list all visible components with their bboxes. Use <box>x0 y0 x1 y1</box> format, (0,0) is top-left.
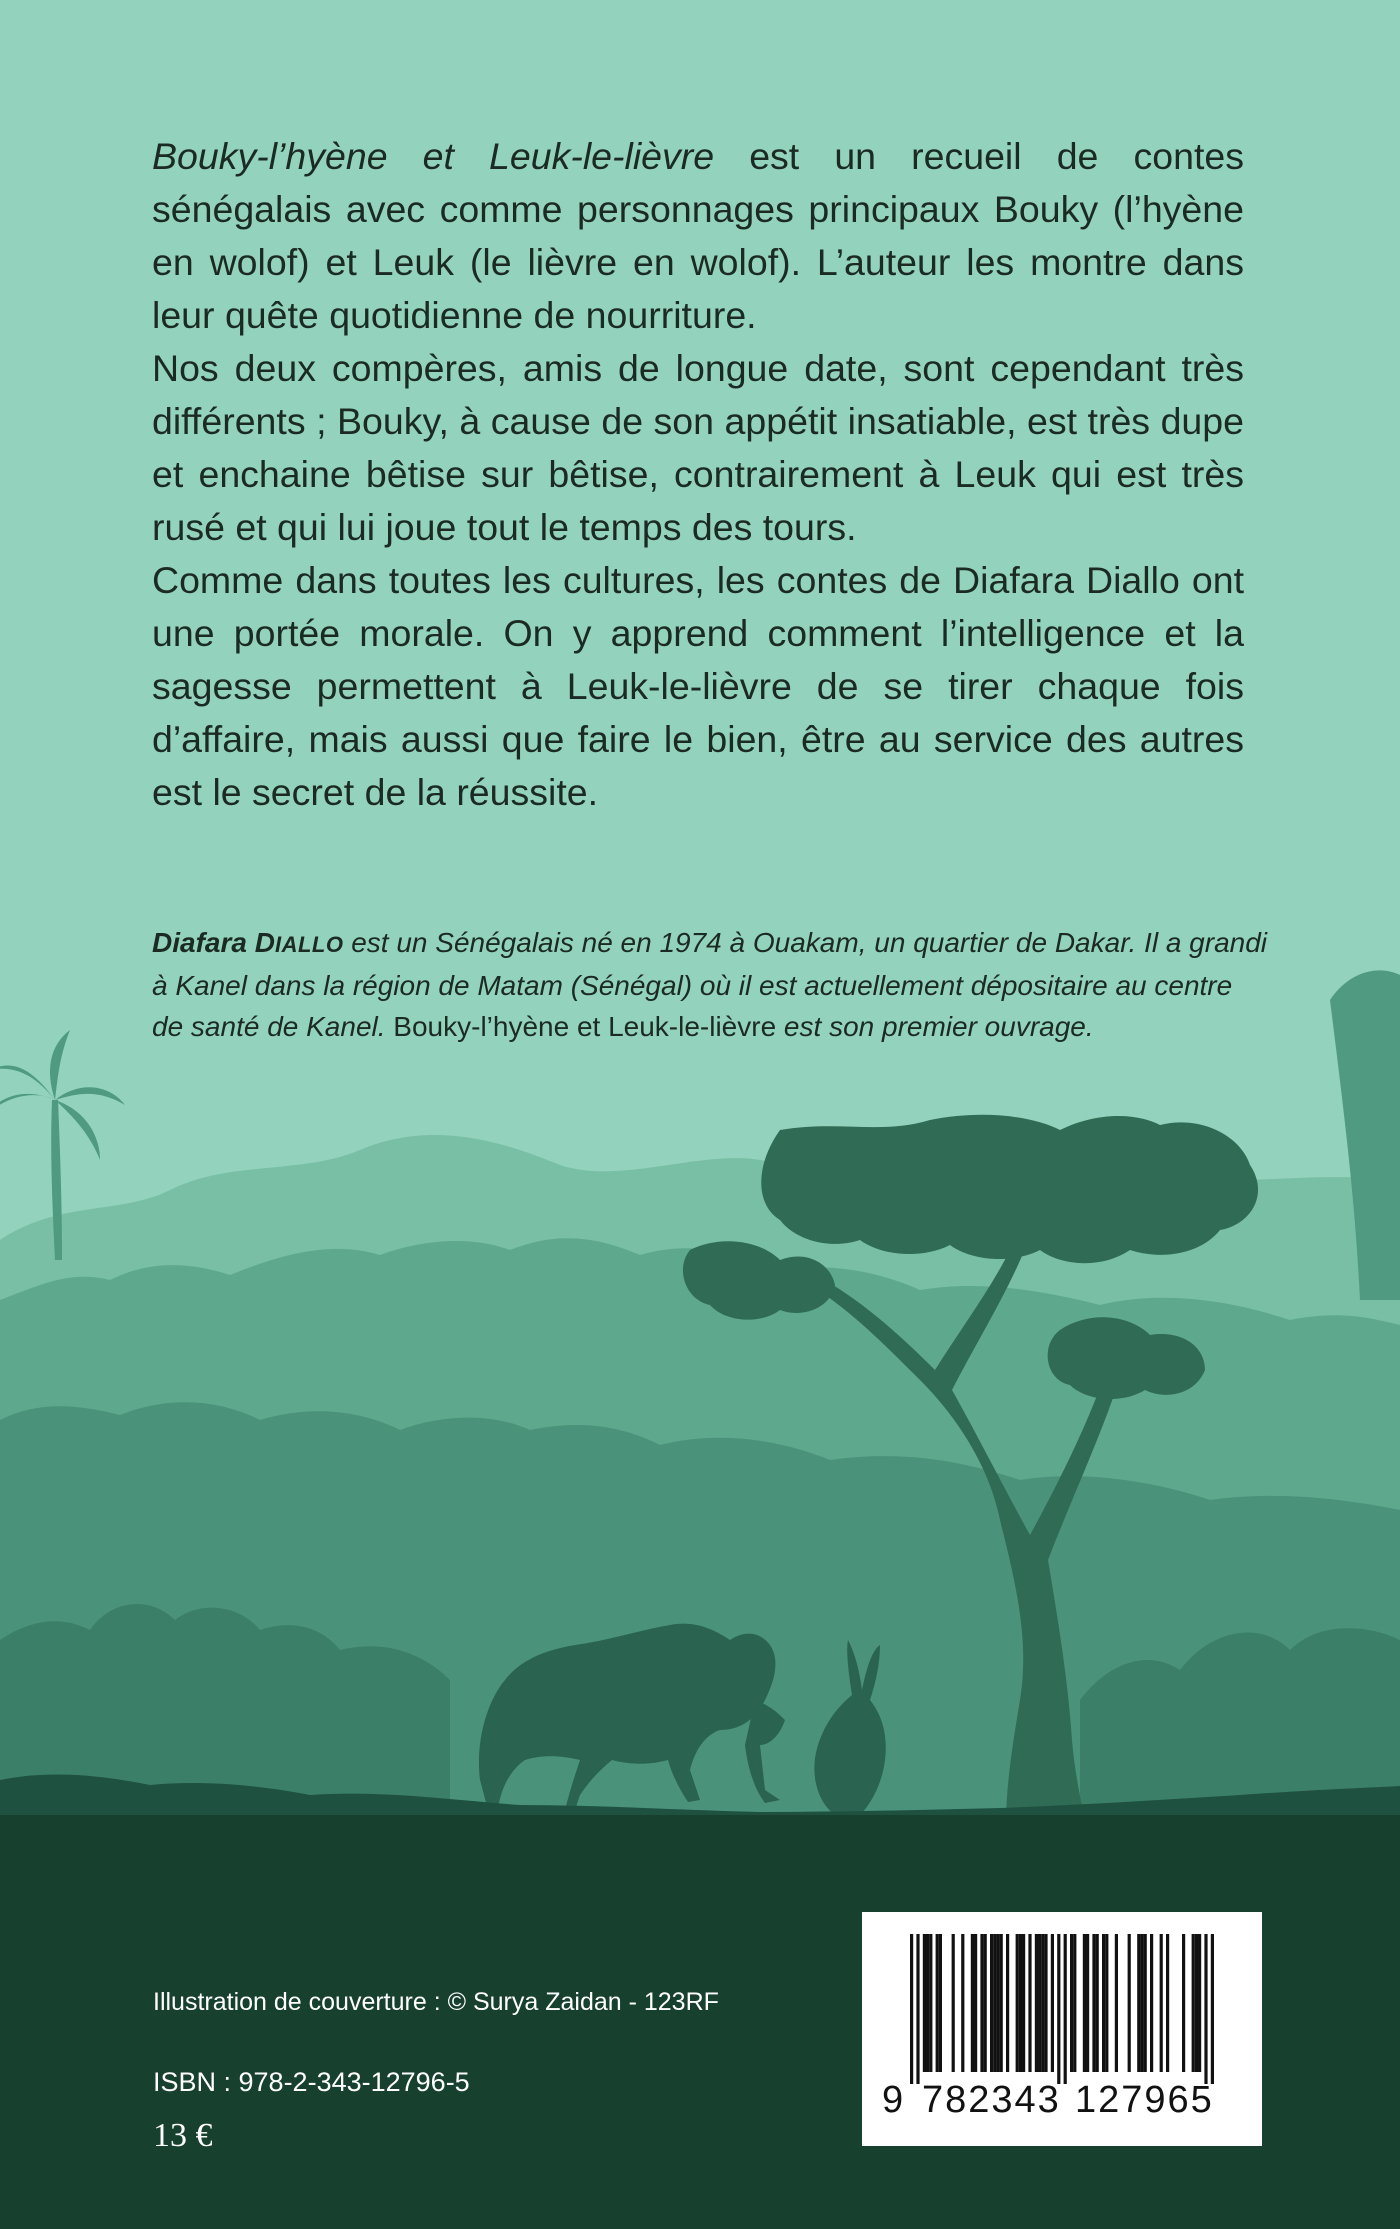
barcode-bar <box>1051 1934 1054 2072</box>
barcode-bar <box>952 1934 955 2072</box>
barcode-bar <box>1160 1934 1163 2072</box>
barcode-bar <box>974 1934 977 2072</box>
synopsis-sentence-1: est un recueil de contes sénégalais avec comme personnages principaux Bouky (l’hyène en wolof) et Leuk (le lièvre en wolof). L’auteur les montre dans leur quête quotidienne de nourriture. <box>152 135 1244 336</box>
barcode-bar <box>980 1934 983 2072</box>
synopsis-paragraph-2: Nos deux compères, amis de longue date, sont cependant très différents ; Bouky, à cause de son appétit insatiable, est très dupe et enchaine bêtise sur bêtise, contrairement à Leuk qui est très rusé et qui lui joue tout le temps des tours. <box>152 347 1244 548</box>
barcode-bar <box>939 1934 942 2072</box>
barcode-bar <box>926 1934 929 2072</box>
barcode-bar <box>990 1934 993 2072</box>
barcode-bar <box>1092 1934 1095 2072</box>
barcode-bar <box>1038 1934 1041 2072</box>
barcode-bar <box>1137 1934 1140 2072</box>
synopsis-paragraph-1 <box>152 130 1244 342</box>
barcode-bar <box>1041 1934 1044 2072</box>
barcode-bar <box>1144 1934 1147 2072</box>
barcode-bar <box>971 1934 974 2072</box>
barcode-bar <box>984 1934 987 2072</box>
barcode-bar <box>1166 1934 1169 2072</box>
barcode-bar <box>1115 1934 1118 2072</box>
barcode-bar <box>1006 1934 1009 2072</box>
synopsis-paragraph-3: Comme dans toutes les cultures, les contes de Diafara Diallo ont une portée morale. On y apprend comment l’intelligence et la sagesse permettent à Leuk-le-lièvre de se tirer chaque fois d’affaire, mais aussi que faire le bien, être au service des autres est le secret de la réussite. <box>152 559 1244 813</box>
barcode-bar <box>1102 1934 1105 2072</box>
barcode-bar <box>1057 1934 1060 2084</box>
author-bio-part-2: est son premier ouvrage. <box>776 1011 1094 1042</box>
barcode-bar <box>1035 1934 1038 2072</box>
illustration-credit: Illustration de couverture : © Surya Zaidan - 123RF <box>153 1988 719 2016</box>
barcode-bar <box>1016 1934 1019 2072</box>
barcode-bar <box>1140 1934 1143 2072</box>
barcode-bar <box>1105 1934 1108 2072</box>
barcode-bar <box>1182 1934 1185 2072</box>
barcode-bar <box>1000 1934 1003 2072</box>
barcode-bar <box>1070 1934 1073 2072</box>
author-last-name-initial: D <box>254 927 275 958</box>
barcode-bar <box>1083 1934 1086 2072</box>
barcode-bar <box>923 1934 926 2072</box>
barcode-bars <box>910 1934 1214 2084</box>
barcode <box>862 1912 1262 2146</box>
barcode-bar <box>996 1934 999 2072</box>
barcode-panel <box>862 1912 1262 2146</box>
barcode-bar <box>929 1934 932 2072</box>
author-first-name: Diafara <box>152 927 247 958</box>
barcode-bar <box>1192 1934 1195 2072</box>
barcode-bar <box>936 1934 939 2072</box>
barcode-bar <box>1028 1934 1031 2072</box>
barcode-bar <box>1022 1934 1025 2072</box>
price-label: 13 € <box>153 2117 213 2154</box>
barcode-bar <box>1073 1934 1076 2072</box>
barcode-lead-digit: 9 <box>882 2079 904 2121</box>
barcode-bar <box>1204 1934 1207 2084</box>
author-last-name-rest: IALLO <box>274 932 344 957</box>
barcode-left-digits: 782343 <box>922 2079 1061 2121</box>
barcode-bar <box>1198 1934 1201 2072</box>
barcode-bar <box>1128 1934 1131 2072</box>
barcode-bar <box>993 1934 996 2072</box>
author-bio <box>152 922 1267 1047</box>
barcode-bar <box>916 1934 919 2084</box>
barcode-bar <box>961 1934 964 2072</box>
barcode-bar <box>1096 1934 1099 2072</box>
author-book-title: Bouky-l’hyène et Leuk-le-lièvre <box>393 1011 777 1042</box>
book-title-italic: Bouky-l’hyène et Leuk-le-lièvre <box>152 135 715 177</box>
synopsis-text <box>152 130 1244 819</box>
barcode-bar <box>1019 1934 1022 2072</box>
isbn-number: ISBN : 978-2-343-12796-5 <box>153 2067 470 2097</box>
barcode-bar <box>1211 1934 1214 2084</box>
barcode-bar <box>1044 1934 1047 2072</box>
barcode-bar <box>910 1934 913 2084</box>
barcode-bar <box>1064 1934 1067 2084</box>
barcode-bar <box>1195 1934 1198 2072</box>
author-bio-part-1: est un Sénégalais né en 1974 à Ouakam, un quartier de Dakar. Il a grandi à Kanel dans la région de Matam (Sénégal) où il est actuellement dépositaire au centre de santé de Kanel. <box>152 927 1268 1042</box>
barcode-bar <box>1086 1934 1089 2072</box>
barcode-bar <box>1150 1934 1153 2072</box>
barcode-right-digits: 127965 <box>1075 2079 1214 2121</box>
